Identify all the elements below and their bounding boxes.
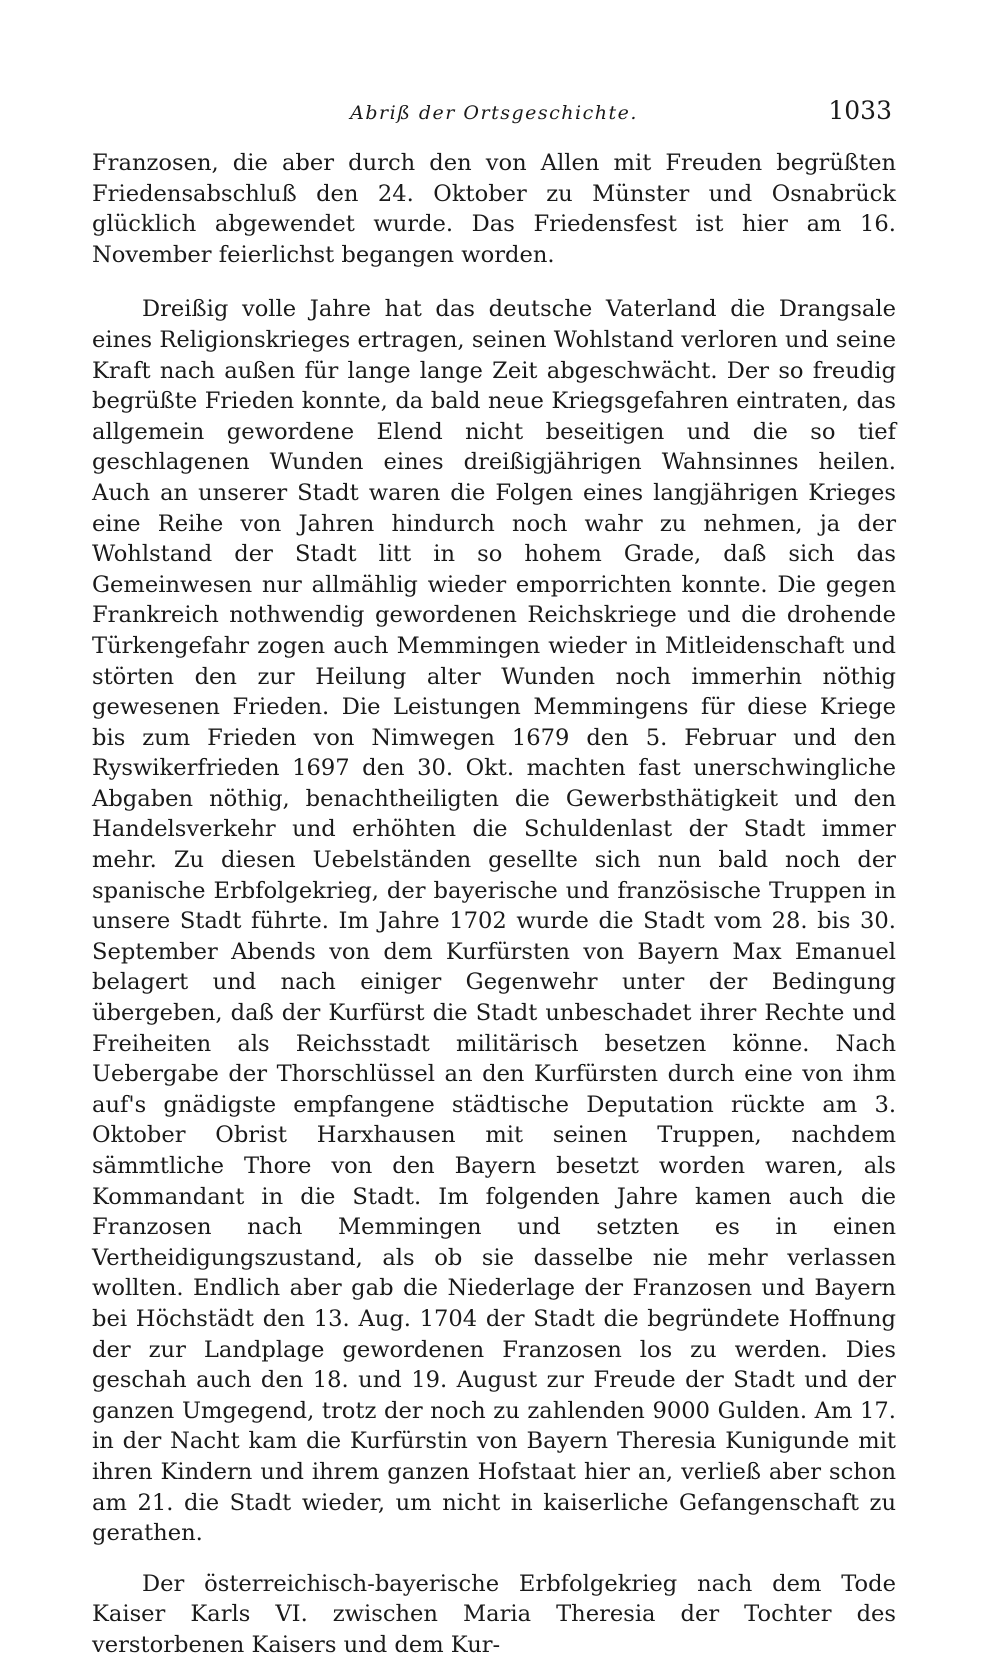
paragraph-3: Der österreichisch-bayerische Erbfolgekrieg nach dem Tode Kaiser Karls VI. zwischen Maria Theresia der Tochter des verstorbenen Kaisers und dem Kur- <box>92 1570 896 1658</box>
page-header <box>92 96 896 136</box>
running-head: Abriß der Ortsgeschichte. <box>350 102 638 124</box>
paragraph-1: Franzosen, die aber durch den von Allen mit Freuden begrüßten Friedensabschluß den 24. Oktober zu Münster und Osnabrück glücklich abgewendet wurde. Das Friedensfest ist hier am 16. November feierlichst begangen worden. <box>92 150 896 268</box>
page-number: 1033 <box>828 96 892 125</box>
paragraph-2: Dreißig volle Jahre hat das deutsche Vaterland die Drangsale eines Religionskrieges ertragen, seinen Wohlstand verloren und seine Kraft nach außen für lange lange Zeit abgeschwächt. Der so freudig begrüßte Frieden konnte, da bald neue Kriegsgefahren eintraten, das allgemein gewordene Elend nicht beseitigen und die so tief geschlagenen Wunden eines dreißigjährigen Wahnsinnes heilen. Auch an unserer Stadt waren die Folgen eines langjährigen Krieges eine Reihe von Jahren hindurch noch wahr zu nehmen, ja der Wohlstand der Stadt litt in so hohem Grade, daß sich das Gemeinwesen nur allmählig wieder emporrichten konnte. Die gegen Frankreich nothwendig gewordenen Reichskriege und die drohende Türkengefahr zogen auch Memmingen wieder in Mitleidenschaft und störten den zur Heilung alter Wunden noch immerhin nöthig gewesenen Frieden. Die Leistungen Memmingens für diese Kriege bis zum Frieden von Nimwegen 1679 den 5. Februar und den Ryswikerfrieden 1697 den 30. Okt. machten fast unerschwingliche Abgaben nöthig, benachtheiligten die Gewerbsthätigkeit und den Handelsverkehr und erhöhten die Schuldenlast der Stadt immer mehr. Zu diesen Uebelständen gesellte sich nun bald noch der spanische Erbfolgekrieg, der bayerische und französische Truppen in unsere Stadt führte. Im Jahre 1702 wurde die Stadt vom 28. bis 30. September Abends von dem Kurfürsten von Bayern Max Emanuel belagert und nach einiger Gegenwehr unter der Bedingung übergeben, daß der Kurfürst die Stadt unbeschadet ihrer Rechte und Freiheiten als Reichsstadt militärisch besetzen könne. Nach Uebergabe der Thorschlüssel an den Kurfürsten durch eine von ihm auf's gnädigste empfangene städtische Deputation rückte am 3. Oktober Obrist Harxhausen mit seinen Truppen, nachdem sämmtliche Thore von den Bayern besetzt worden waren, als Kommandant in die Stadt. Im folgenden Jahre kamen auch die Franzosen nach Memmingen und setzten es in einen Vertheidigungszustand, als ob sie dasselbe nie mehr verlassen wollten. Endlich aber gab die Niederlage der Franzosen und Bayern bei Höchstädt den 13. Aug. 1704 der Stadt die begründete Hoffnung der zur Landplage gewordenen Franzosen los zu werden. Dies geschah auch den 18. und 19. August zur Freude der Stadt und der ganzen Umgegend, trotz der noch zu zahlenden 9000 Gulden. Am 17. in der Nacht kam die Kurfürstin von Bayern Theresia Kunigunde mit ihren Kindern und ihrem ganzen Hofstaat hier an, verließ aber schon am 21. die Stadt wieder, um nicht in kaiserliche Gefangenschaft zu gerathen. <box>92 296 896 1547</box>
page-body <box>92 148 896 1661</box>
